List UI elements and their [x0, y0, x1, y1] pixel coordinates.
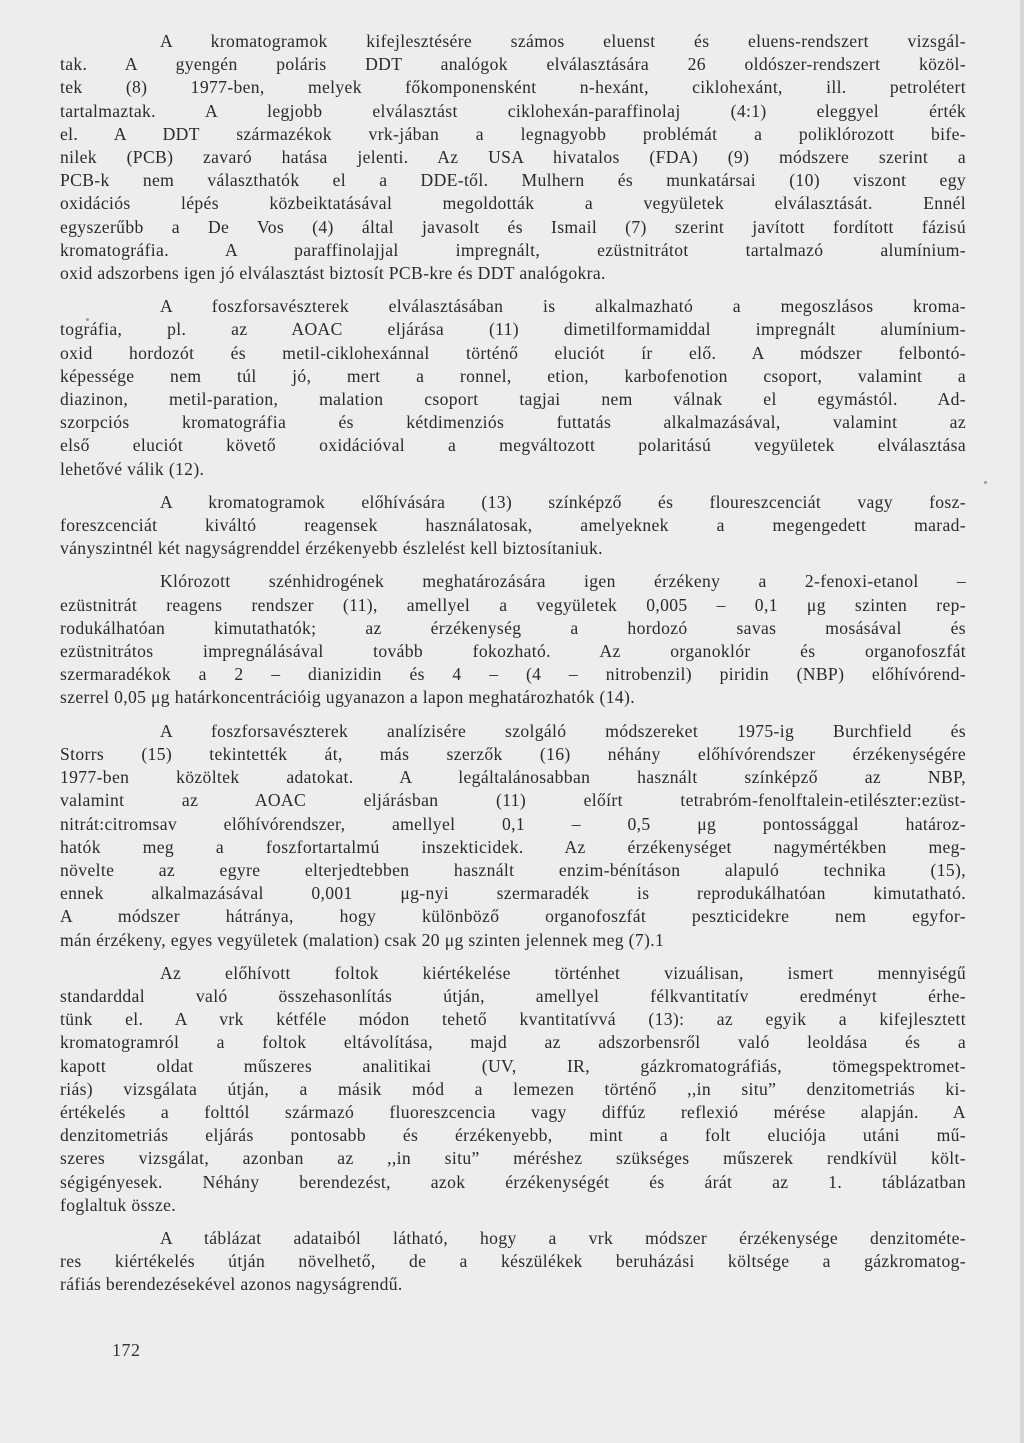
paragraph — [60, 1227, 966, 1297]
text-line: valamint az AOAC eljárásban (11) előírt tetrabróm-fenolftalein-etilészter:ezüst- — [60, 790, 966, 811]
text-line: szeres vizsgálat, azonban az ,,in situ” méréshez szükséges műszerek rendkívül költ- — [60, 1148, 966, 1169]
text-line: diazinon, metil-paration, malation csoport tagjai nem válnak el egymástól. Ad- — [60, 389, 966, 410]
scan-speck — [984, 481, 987, 484]
text-line: foglaltuk össze. — [60, 1194, 177, 1215]
text-line: tünk el. A vrk kétféle módon tehető kvantitatívvá (13): az egyik a kifejlesztett — [60, 1009, 966, 1030]
text-line: A kromatogramok előhívására (13) színképző és floureszcenciát vagy fosz- — [160, 491, 966, 512]
body-text — [60, 30, 966, 1307]
text-line: kapott oldat műszeres analitikai (UV, IR, gázkromatográfiás, tömegspektromet- — [60, 1055, 966, 1076]
text-line: tak. A gyengén poláris DDT analógok elválasztására 26 oldószer-rendszert közöl- — [60, 54, 966, 75]
text-line: első eluciót követő oxidációval a megváltozott polaritású vegyületek elválasztása — [60, 435, 966, 456]
text-line: denzitometriás eljárás pontosabb és érzékenyebb, mint a folt eluciója utáni mű- — [60, 1125, 966, 1146]
paragraph — [60, 962, 966, 1217]
paragraph — [60, 30, 966, 285]
text-line: 1977-ben közöltek adatokat. A legáltalánosabban használt színképző az NBP, — [60, 767, 966, 788]
text-line: riás) vizsgálata útján, a másik mód a lemezen történő ,,in situ” denzitometriás ki- — [60, 1078, 966, 1099]
text-line: ségigényesek. Néhány berendezést, azok érzékenységét és árát az 1. táblázatban — [60, 1171, 966, 1192]
text-line: A módszer hátránya, hogy különböző organofoszfát peszticidekre nem egyfor- — [60, 906, 966, 927]
paragraph — [60, 295, 966, 481]
text-line: Storrs (15) tekintették át, más szerzők (16) néhány előhívórendszer érzékenységére — [60, 743, 966, 764]
text-line: tartalmaztak. A legjobb elválasztást ciklohexán-paraffinolaj (4:1) eleggyel érték — [60, 100, 966, 121]
page-number: 172 — [112, 1340, 141, 1360]
text-line: Az előhívott foltok kiértékelése történhet vizuálisan, ismert mennyiségű — [160, 962, 966, 983]
text-line: egyszerűbb a De Vos (4) által javasolt és Ismail (7) szerint javított fordított fázisú — [60, 216, 966, 237]
text-line: ráfiás berendezésekével azonos nagyságrendű. — [60, 1274, 403, 1295]
text-line: oxid adszorbens igen jó elválasztást biztosít PCB-kre és DDT analógokra. — [60, 263, 606, 284]
text-line: nilek (PCB) zavaró hatása jelenti. Az USA hivatalos (FDA) (9) módszere szerint a — [60, 147, 966, 168]
text-line: szermaradékok a 2 – dianizidin és 4 – (4 – nitrobenzil) piridin (NBP) előhívórend- — [60, 664, 966, 685]
text-line: foreszcenciát kiváltó reagensek használatosak, amelyeknek a megengedett marad- — [60, 515, 966, 536]
text-line: A kromatogramok kifejlesztésére számos eluenst és eluens-rendszert vizsgál- — [160, 31, 966, 51]
text-line: rodukálhatóan kimutathatók; az érzékenység a hordozó savas mosásával és — [60, 617, 966, 638]
text-line: A táblázat adataiból látható, hogy a vrk módszer érzékenysége denzitométe- — [160, 1227, 966, 1248]
text-line: tográfia, pl. az AOAC eljárása (11) dimetilformamiddal impregnált alumínium- — [60, 319, 966, 340]
text-line: Klórozott szénhidrogének meghatározására igen érzékeny a 2-fenoxi-etanol – — [160, 571, 966, 592]
text-line: értékelés a folttól származó fluoreszcencia vagy diffúz reflexió mérése alapján. A — [60, 1101, 966, 1122]
text-line: PCB-k nem választhatók el a DDE-től. Mulhern és munkatársai (10) viszont egy — [60, 170, 966, 191]
paragraph — [60, 720, 966, 952]
text-line: res kiértékelés útján növelhető, de a készülékek beruházási költsége a gázkromatog- — [60, 1251, 966, 1272]
text-line: oxidációs lépés közbeiktatásával megoldották a vegyületek elválasztását. Ennél — [60, 193, 966, 214]
text-line: A foszforsavészterek analízisére szolgáló módszereket 1975-ig Burchfield és — [160, 720, 966, 741]
text-line: ennek alkalmazásával 0,001 μg-nyi szermaradék is reprodukálhatóan kimutatható. — [60, 883, 966, 904]
text-line: A foszforsavészterek elválasztásában is alkalmazható a megoszlásos kroma- — [160, 296, 966, 317]
text-line: hatók meg a foszfortartalmú inszekticidek. Az érzékenységet nagymértékben meg- — [60, 836, 966, 857]
text-line: szerrel 0,05 μg határkoncentrációig ugyanazon a lapon meghatározhatók (14). — [60, 687, 635, 708]
text-line: szorpciós kromatográfia és kétdimenziós futtatás alkalmazásával, valamint az — [60, 412, 966, 433]
scan-edge — [1020, 0, 1024, 1443]
text-line: kromatográfia. A paraffinolajjal impregnált, ezüstnitrátot tartalmazó alumínium- — [60, 239, 966, 260]
text-line: ezüstnitrát reagens rendszer (11), amellyel a vegyületek 0,005 – 0,1 μg szinten rep- — [60, 594, 966, 615]
text-line: kromatogramról a foltok eltávolítása, majd az adszorbensről való leoldása és a — [60, 1032, 966, 1053]
text-line: oxid hordozót és metil-ciklohexánnal történő eluciót ír elő. A módszer felbontó- — [60, 342, 966, 363]
text-line: ezüstnitrátos impregnálásával tovább fokozható. Az organoklór és organofoszfát — [60, 641, 966, 662]
text-line: ványszintnél két nagyságrenddel érzékenyebb észlelést kell biztosítaniuk. — [60, 538, 603, 559]
text-line: standarddal való összehasonlítás útján, amellyel félkvantitatív eredményt érhe- — [60, 985, 966, 1006]
paragraph — [60, 491, 966, 561]
text-line: nitrát:citromsav előhívórendszer, amellyel 0,1 – 0,5 μg pontossággal határoz- — [60, 813, 966, 834]
text-line: mán érzékeny, egyes vegyületek (malation) csak 20 μg szinten jelennek meg (7).1 — [60, 929, 665, 950]
text-line: képessége nem túl jó, mert a ronnel, etion, karbofenotion csoport, valamint a — [60, 365, 966, 386]
text-line: el. A DDT származékok vrk-jában a legnagyobb problémát a poliklórozott bife- — [60, 123, 966, 144]
paragraph — [60, 570, 966, 709]
text-line: tek (8) 1977-ben, melyek főkomponensként n-hexánt, ciklohexánt, ill. petrolétert — [60, 77, 966, 98]
text-line: növelte az egyre elterjedtebben használt enzim-bénításon alapuló technika (15), — [60, 859, 966, 880]
text-line: lehetővé válik (12). — [60, 458, 205, 479]
